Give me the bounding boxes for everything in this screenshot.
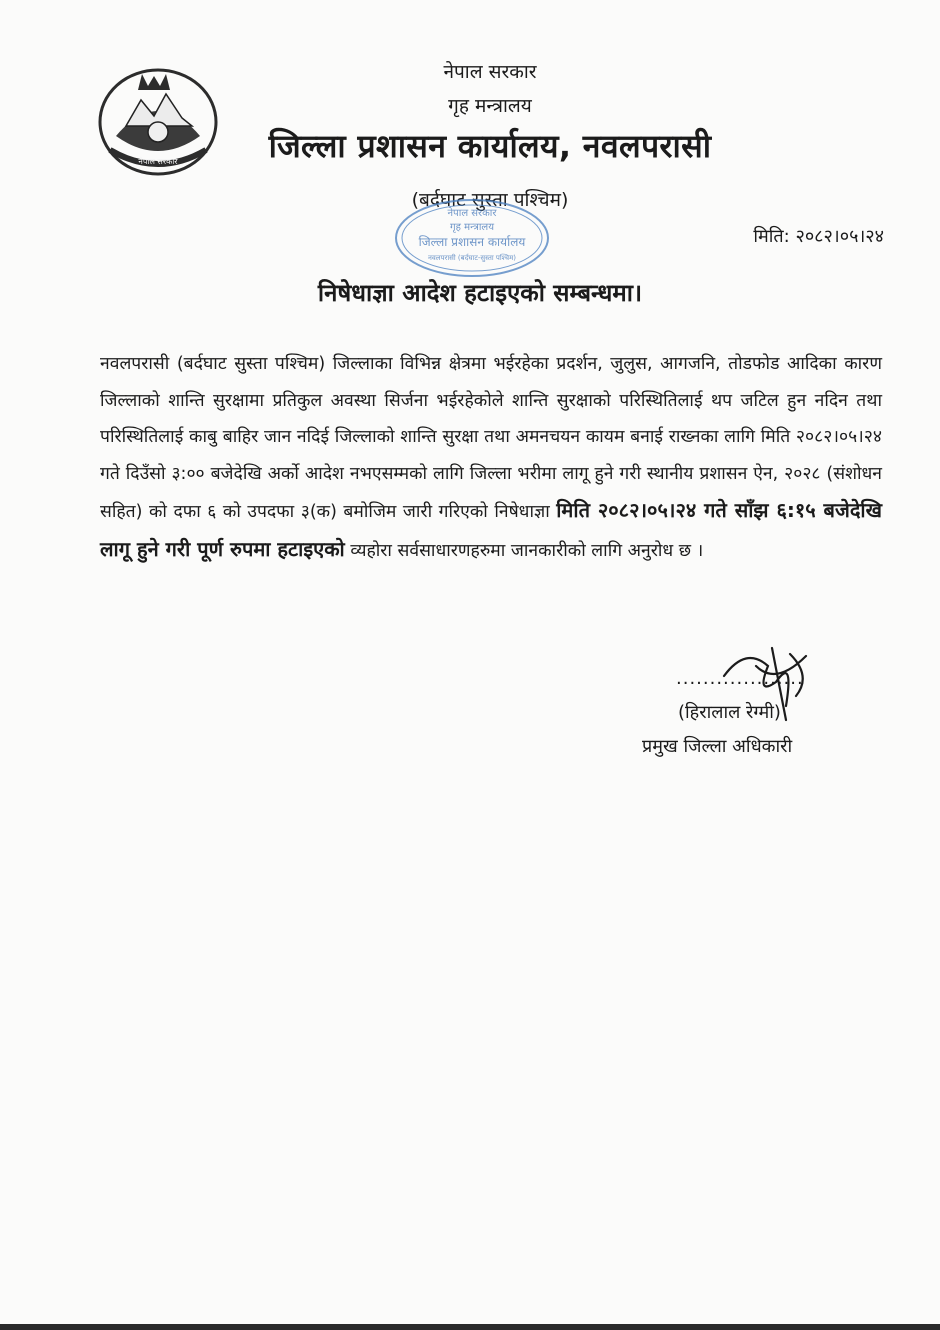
- scan-bottom-edge: [0, 1324, 940, 1330]
- letter-subject: निषेधाज्ञा आदेश हटाइएको सम्बन्धमा।: [317, 279, 643, 307]
- government-name: नेपाल सरकार: [443, 61, 537, 83]
- stamp-line-4: नवलपरासी (बर्दघाट-सुस्ता पश्चिम): [427, 254, 517, 262]
- signatory-name: (हिरालाल रेग्मी): [678, 702, 781, 723]
- ministry-name: गृह मन्त्रालय: [448, 95, 532, 117]
- stamp-line-3: जिल्ला प्रशासन कार्यालय: [418, 235, 526, 249]
- emblem-caption: नेपाल सरकार: [138, 157, 178, 166]
- office-name: जिल्ला प्रशासन कार्यालय, नवलपरासी: [268, 127, 712, 165]
- body-text-part-2: व्यहोरा सर्वसाधारणहरुमा जानकारीको लागि अनुरोध छ ।: [350, 540, 704, 561]
- body-text-part-1: नवलपरासी (बर्दघाट सुस्ता पश्चिम) जिल्लाका विभिन्न क्षेत्रमा भईरहेका प्रदर्शन, जुलुस, आगजनि, तोडफोड आदिका कारण जिल्लाको शान्ति सुरक्षामा प्रतिकुल अवस्था सिर्जना भईरहेकोले शान्ति सुरक्षाको परिस्थितिलाई थप जटिल हुन नदिन तथा परिस्थितिलाई काबु बाहिर जान नदिई जिल्लाको शान्ति सुरक्षा तथा अमनचयन कायम बनाई राख्नका लागि मिति २०८२।०५।२४ गते दिउँसो ३:०० बजेदेखि अर्को आदेश नभएसम्मको लागि जिल्ला भरीमा लागू हुने गरी स्थानीय प्रशासन ऐन, २०२८ (संशोधन सहित) को दफा ६ को उपदफा ३(क) बमोजिम जारी गरिएको निषेधाज्ञा: [100, 354, 882, 522]
- signature-line: ...................: [676, 668, 804, 689]
- office-subtitle: (बर्दघाट सुस्ता पश्चिम): [411, 189, 569, 211]
- signatory-title: प्रमुख जिल्ला अधिकारी: [642, 736, 793, 757]
- body-text-emphasis: मिति २०८२।०५।२४ गते साँझ ६:१५ बजेदेखि लागू हुने गरी पूर्ण रुपमा हटाइएको: [100, 498, 882, 561]
- stamp-line-2: गृह मन्त्रालय: [449, 222, 495, 233]
- stamp-line-1: नेपाल सरकार: [447, 208, 497, 219]
- letter-date: मिति: २०८२।०५।२४: [753, 226, 884, 247]
- letter-body: [100, 346, 882, 569]
- office-stamp: [392, 196, 552, 280]
